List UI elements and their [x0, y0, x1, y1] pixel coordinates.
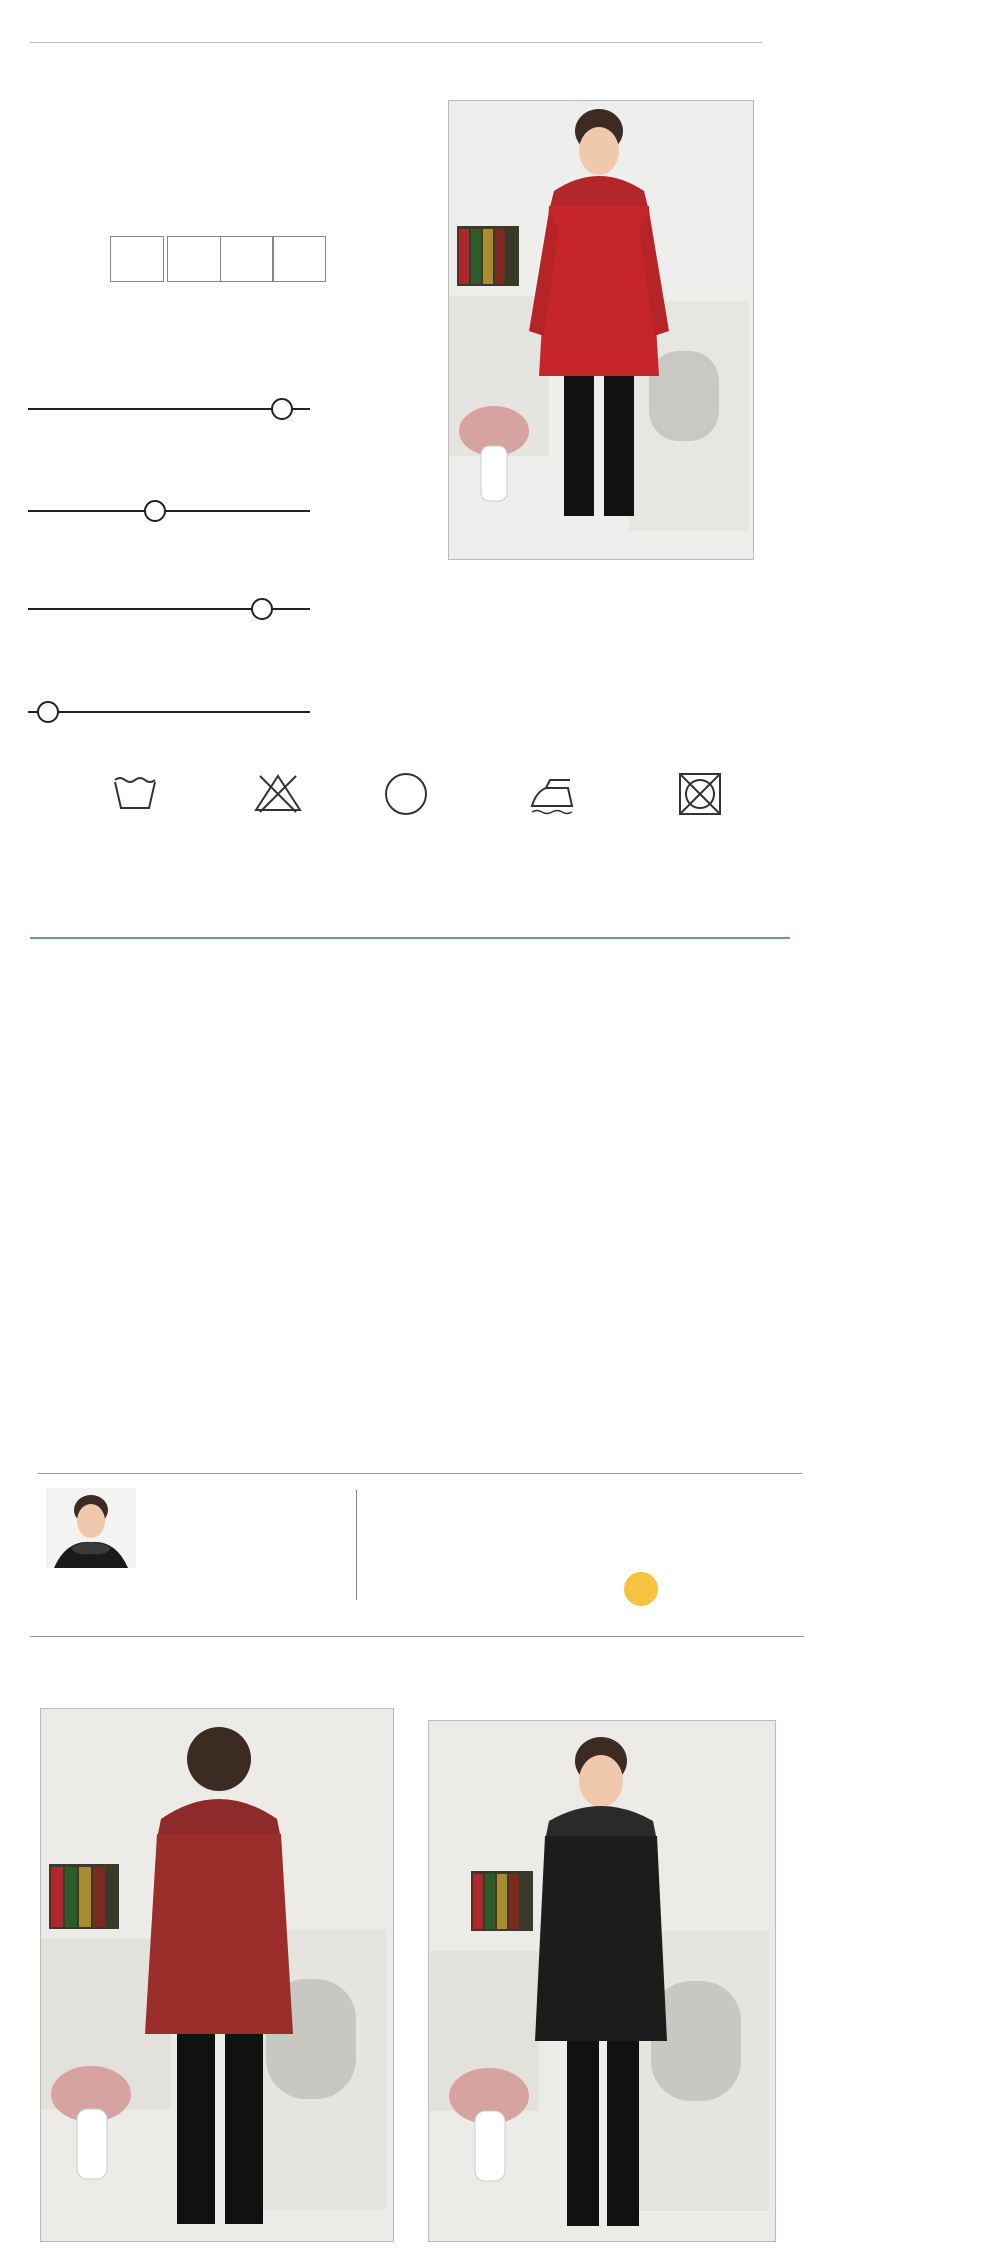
care-iron	[482, 770, 622, 820]
color-swatch-red-texture[interactable]	[272, 236, 326, 282]
product-photo-back-red	[40, 1708, 394, 2242]
product-thickness-slider-knob[interactable]	[251, 598, 273, 620]
care-wash	[65, 770, 205, 820]
color-swatch-black[interactable]	[167, 236, 221, 282]
product-length-slider-knob[interactable]	[144, 500, 166, 522]
model-bottom-divider	[30, 1636, 804, 1637]
model-vertical-divider	[356, 1490, 357, 1600]
care-bleach	[208, 770, 348, 820]
care-spin	[630, 770, 770, 820]
product-photo-front	[448, 100, 754, 560]
dry-clean-icon	[376, 770, 436, 816]
smile-emoji-icon	[624, 1572, 658, 1606]
title-divider	[30, 42, 762, 43]
model-avatar	[46, 1488, 136, 1568]
color-swatch-red[interactable]	[220, 236, 274, 282]
soft-index-slider-knob[interactable]	[37, 701, 59, 723]
no-bleach-icon	[248, 770, 308, 816]
style-slider-track	[28, 408, 310, 410]
color-swatch-dark-red[interactable]	[110, 236, 164, 282]
product-length-slider-track	[28, 510, 310, 512]
product-photo-front-black	[428, 1720, 776, 2242]
style-slider-knob[interactable]	[271, 398, 293, 420]
wash-30-icon	[105, 770, 165, 816]
model-top-divider	[38, 1473, 802, 1474]
iron-low-icon	[522, 770, 582, 816]
soft-index-slider-track	[28, 711, 310, 713]
size-table-divider	[30, 937, 790, 939]
care-dry-clean	[336, 770, 476, 820]
no-spin-icon	[670, 770, 730, 816]
